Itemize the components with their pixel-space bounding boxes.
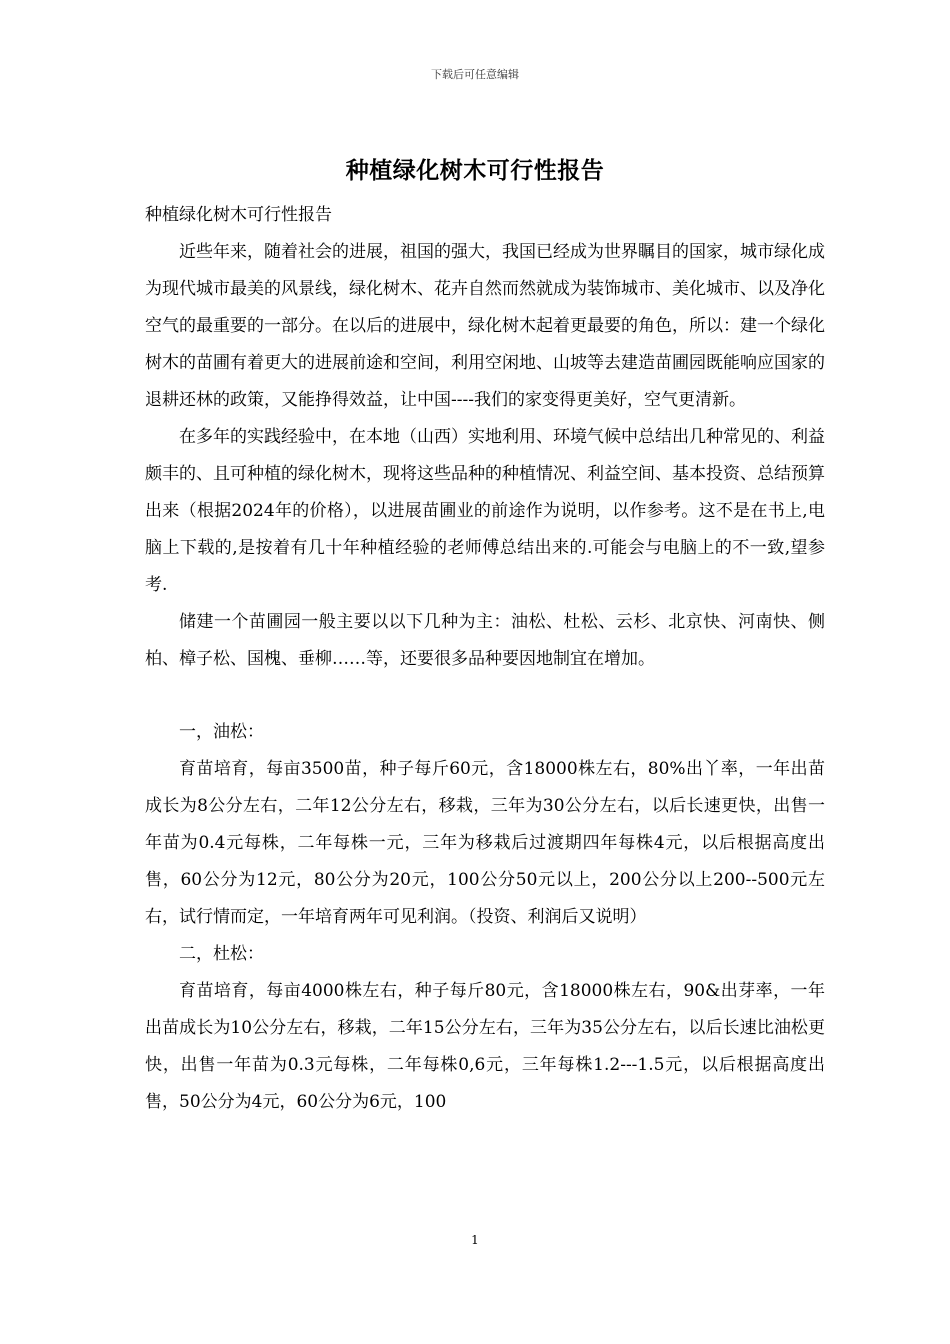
section-heading-youSong: 一，油松：: [179, 722, 264, 742]
document-subtitle: 种植绿化树木可行性报告: [145, 205, 332, 225]
document-body: [145, 197, 825, 1121]
page-number: 1: [471, 1233, 479, 1247]
section-body-youSong: 育苗培育，每亩3500苗，种子每斤60元，含18000株左右，80%出丫率，一年出苗成长为8公分左右，二年12公分左右，移栽，三年为30公分左右，以后长速更快，出售一年苗为0.4元每株，二年每株一元，三年为移栽后过渡期四年每株4元，以后根据高度出售，60公分为12元，80公分为20元，100公分50元以上，200公分以上200--500元左右，试行情而定，一年培育两年可见利润。（投资、利润后又说明）: [145, 759, 825, 927]
paragraph-intro-1: 近些年来，随着社会的进展，祖国的强大，我国已经成为世界瞩目的国家，城市绿化成为现代城市最美的风景线，绿化树木、花卉自然而然就成为装饰城市、美化城市、以及净化空气的最重要的一部分。在以后的进展中，绿化树木起着更最要的角色，所以：建一个绿化树木的苗圃有着更大的进展前途和空间，利用空闲地、山坡等去建造苗圃园既能响应国家的退耕还林的政策，又能挣得效益，让中国----我们的家变得更美好，空气更清新。: [145, 242, 825, 410]
paragraph-intro-2: 在多年的实践经验中，在本地（山西）实地利用、环境气候中总结出几种常见的、利益颇丰的、且可种植的绿化树木，现将这些品种的种植情况、利益空间、基本投资、总结预算出来（根据2024年的价格），以进展苗圃业的前途作为说明，以作参考。这不是在书上,电脑上下载的,是按着有几十年种植经验的老师傅总结出来的.可能会与电脑上的不一致,望参考.: [145, 427, 825, 595]
blank-line: [145, 678, 825, 714]
section-body-duSong: 育苗培育，每亩4000株左右，种子每斤80元，含18000株左右，90&出芽率，一年出苗成长为10公分左右，移栽，二年15公分左右，三年为35公分左右，以后长速比油松更快，出售一年苗为0.3元每株，二年每株0,6元，三年每株1.2---1.5元，以后根据高度出售，50公分为4元，60公分为6元，100: [145, 981, 825, 1112]
document-title: 种植绿化树木可行性报告: [345, 157, 605, 184]
header-note: 下载后可任意编辑: [431, 68, 519, 81]
paragraph-intro-3: 储建一个苗圃园一般主要以以下几种为主：油松、杜松、云杉、北京快、河南快、侧柏、樟子松、国槐、垂柳……等，还要很多品种要因地制宜在增加。: [145, 612, 825, 669]
section-heading-duSong: 二，杜松：: [179, 944, 264, 964]
